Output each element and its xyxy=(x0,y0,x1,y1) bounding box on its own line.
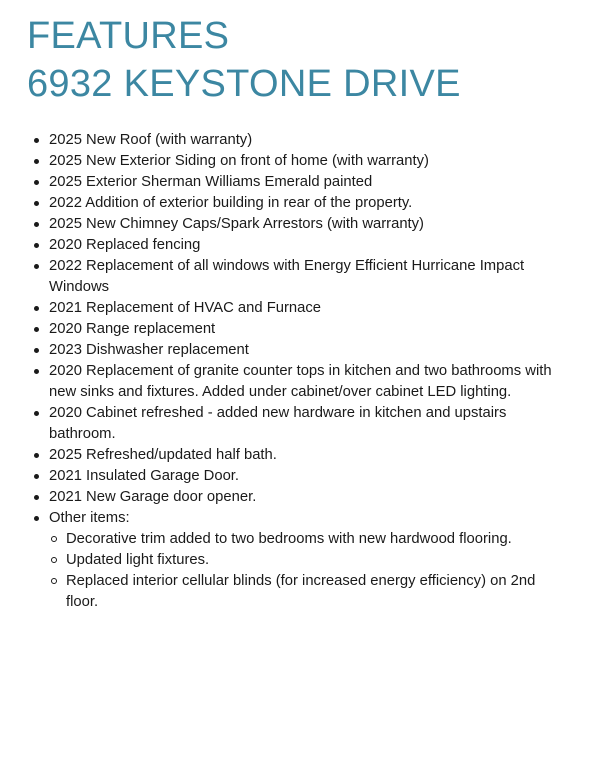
other-items-list xyxy=(49,529,569,613)
list-item: 2021 Insulated Garage Door. xyxy=(27,466,569,487)
list-item: 2020 Cabinet refreshed - added new hardware in kitchen and upstairs bathroom. xyxy=(27,403,569,445)
list-item: 2021 Replacement of HVAC and Furnace xyxy=(27,298,569,319)
title-line-features: FEATURES xyxy=(27,15,230,57)
sub-list-item: Updated light fixtures. xyxy=(49,550,569,571)
sub-list-item: Decorative trim added to two bedrooms with new hardwood flooring. xyxy=(49,529,569,550)
title-line-address: 6932 KEYSTONE DRIVE xyxy=(27,63,461,105)
list-item: 2025 Exterior Sherman Williams Emerald painted xyxy=(27,172,569,193)
page-title xyxy=(27,12,569,108)
list-item: 2025 New Roof (with warranty) xyxy=(27,130,569,151)
list-item: 2025 New Chimney Caps/Spark Arrestors (with warranty) xyxy=(27,214,569,235)
list-item: 2025 New Exterior Siding on front of home (with warranty) xyxy=(27,151,569,172)
features-list xyxy=(27,130,569,613)
list-item: 2020 Range replacement xyxy=(27,319,569,340)
list-item: 2022 Replacement of all windows with Energy Efficient Hurricane Impact Windows xyxy=(27,256,569,298)
list-item: 2020 Replaced fencing xyxy=(27,235,569,256)
list-item: 2022 Addition of exterior building in rear of the property. xyxy=(27,193,569,214)
sub-list-item: Replaced interior cellular blinds (for increased energy efficiency) on 2nd floor. xyxy=(49,571,569,613)
list-item: 2025 Refreshed/updated half bath. xyxy=(27,445,569,466)
list-item: 2023 Dishwasher replacement xyxy=(27,340,569,361)
list-item: 2021 New Garage door opener. xyxy=(27,487,569,508)
other-items-label: Other items: xyxy=(49,510,130,526)
list-item: 2020 Replacement of granite counter tops in kitchen and two bathrooms with new sinks and fixtures. Added under cabinet/over cabinet LED lighting. xyxy=(27,361,569,403)
list-item-other-items xyxy=(27,508,569,613)
